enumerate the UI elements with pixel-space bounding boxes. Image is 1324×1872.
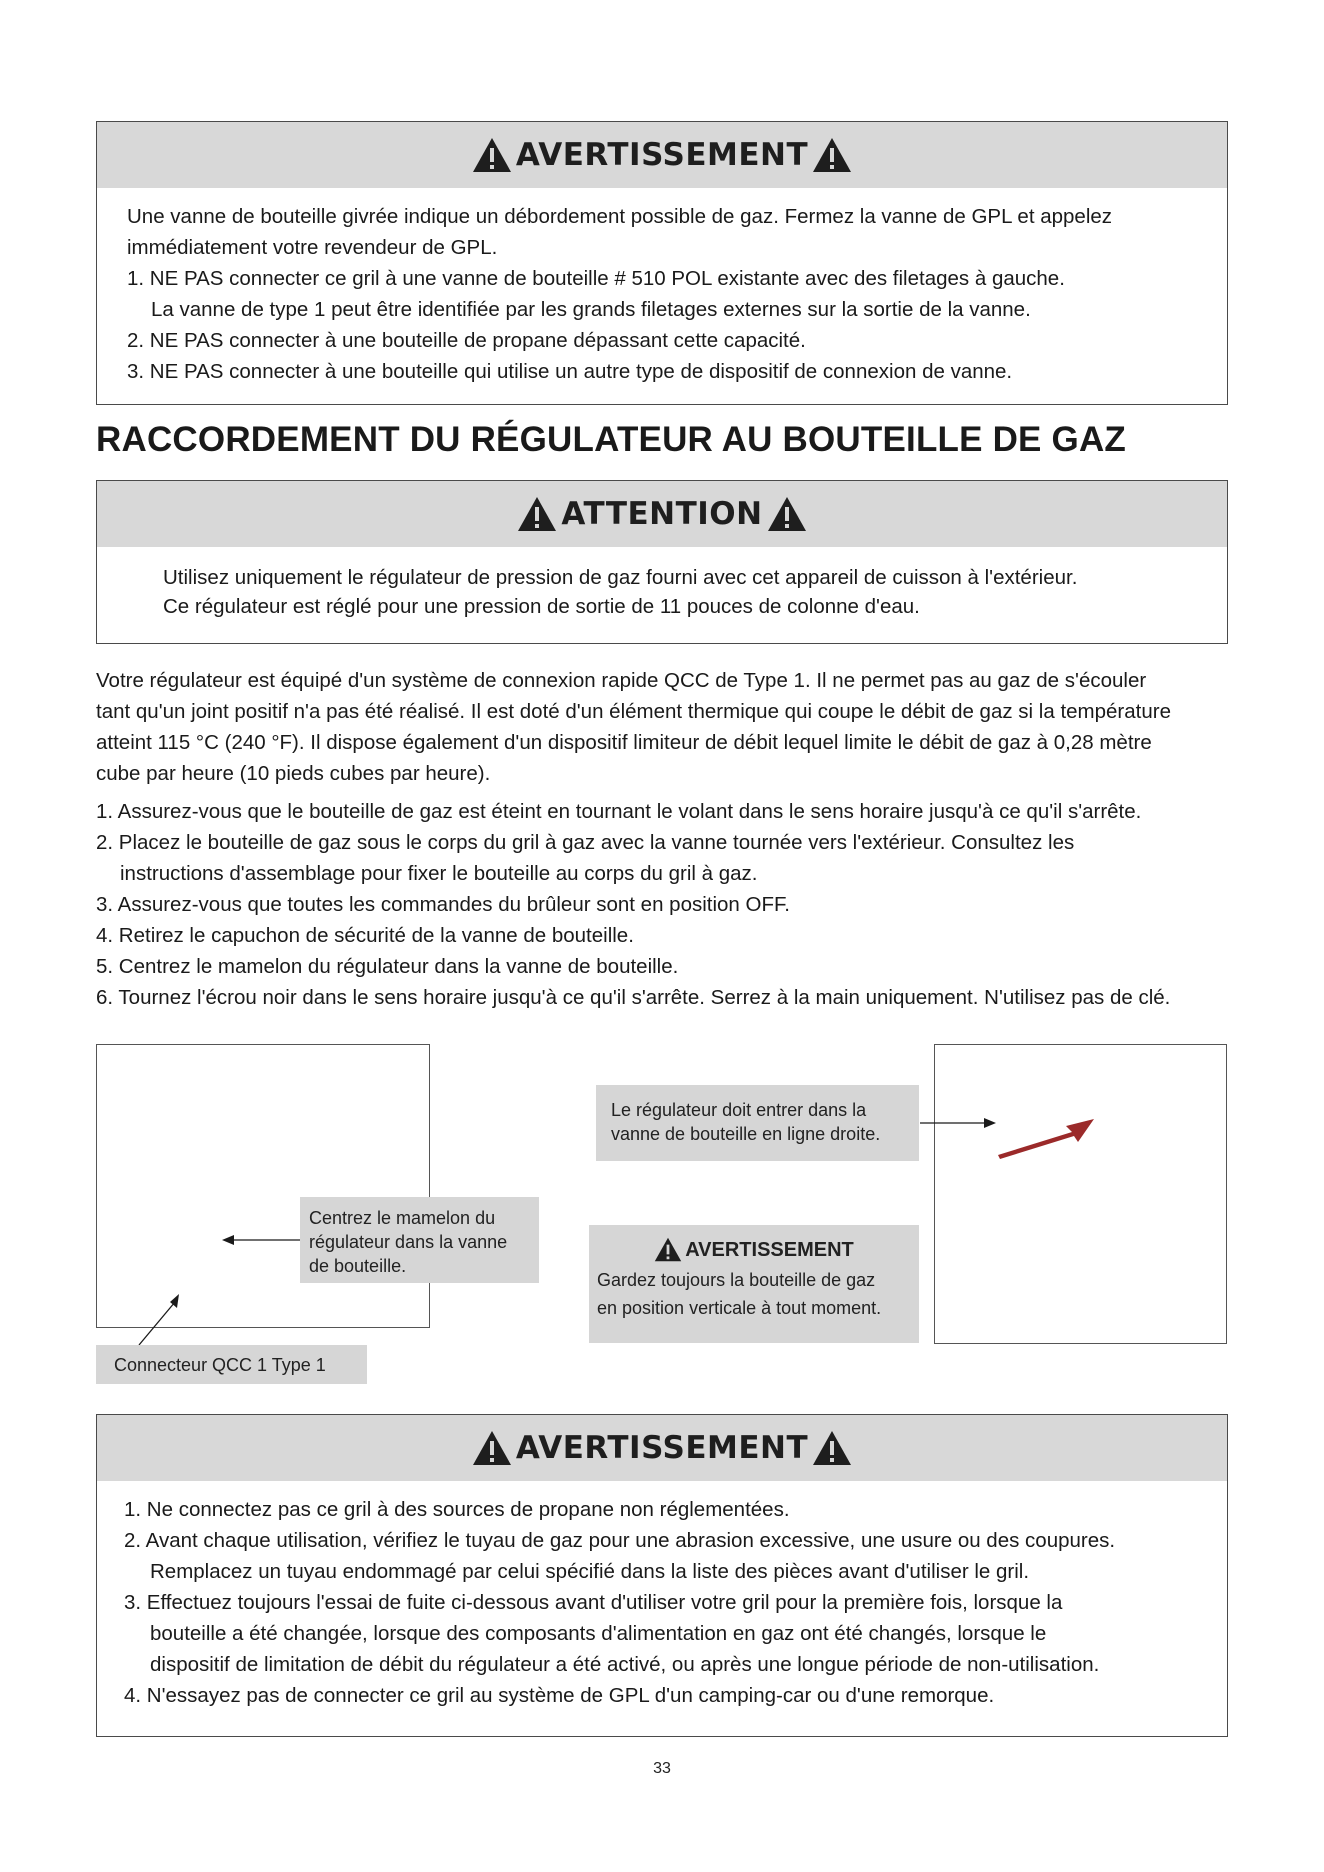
- warning-box-2-line: 2. Avant chaque utilisation, vérifiez le tuyau de gaz pour une abrasion excessive, une usure ou des coupures.: [124, 1529, 1116, 1552]
- warning-triangle-icon: [812, 1430, 852, 1466]
- callout-upright-header: [597, 1237, 911, 1262]
- step-item: 6. Tournez l'écrou noir dans le sens horaire jusqu'à ce qu'il s'arrête. Serrez à la main uniquement. N'utilisez pas de clé.: [96, 986, 1171, 1009]
- paragraph-line: cube par heure (10 pieds cubes par heure).: [96, 762, 491, 785]
- step-item: 1. Assurez-vous que le bouteille de gaz est éteint en tournant le volant dans le sens horaire jusqu'à ce qu'il s'arrête.: [96, 800, 1142, 823]
- callout-line: en position verticale à tout moment.: [597, 1298, 882, 1318]
- step-item: 4. Retirez le capuchon de sécurité de la vanne de bouteille.: [96, 924, 634, 947]
- step-item: instructions d'assemblage pour fixer le bouteille au corps du gril à gaz.: [120, 862, 758, 885]
- warning-box-1-line: La vanne de type 1 peut être identifiée par les grands filetages externes sur la sortie de la vanne.: [151, 298, 1031, 321]
- callout-upright-title: AVERTISSEMENT: [685, 1238, 854, 1261]
- attention-box-line: Utilisez uniquement le régulateur de pression de gaz fourni avec cet appareil de cuisson à l'extérieur.: [163, 566, 1078, 589]
- callout-line: vanne de bouteille en ligne droite.: [611, 1124, 881, 1144]
- callout-line: de bouteille.: [309, 1256, 407, 1276]
- callout-line: Le régulateur doit entrer dans la: [611, 1100, 867, 1120]
- center-nipple-arrowhead: [222, 1235, 234, 1245]
- callout-connector: [96, 1345, 367, 1384]
- warning-box-1-line: 2. NE PAS connecter à une bouteille de propane dépassant cette capacité.: [127, 329, 806, 352]
- warning-box-2-line: bouteille a été changée, lorsque des composants d'alimentation en gaz ont été changés, lorsque le: [150, 1622, 1047, 1645]
- warning-box-1-line: 1. NE PAS connecter ce gril à une vanne de bouteille # 510 POL existante avec des filetages à gauche.: [127, 267, 1065, 290]
- warning-box-2-body: [97, 1481, 1227, 1711]
- warning-triangle-icon: [654, 1237, 682, 1262]
- straight-arrowhead: [984, 1118, 996, 1128]
- warning-box-2-line: 3. Effectuez toujours l'essai de fuite ci-dessous avant d'utiliser votre gril pour la première fois, lorsque la: [124, 1591, 1063, 1614]
- callout-center-nipple: [300, 1197, 539, 1283]
- warning-triangle-icon: [472, 1430, 512, 1466]
- warning-box-2-line: 4. N'essayez pas de connecter ce gril au système de GPL d'un camping-car ou d'une remorque.: [124, 1684, 995, 1707]
- callout-straight-line: [596, 1085, 919, 1161]
- warning-box-2-line: dispositif de limitation de débit du régulateur a été activé, ou après une longue période de non-utilisation.: [150, 1653, 1100, 1676]
- warning-box-2-header: [97, 1415, 1227, 1481]
- callout-line: Gardez toujours la bouteille de gaz: [597, 1270, 876, 1290]
- attention-box-title: ATTENTION: [561, 496, 763, 532]
- warning-box-2: [96, 1414, 1228, 1737]
- callout-upright-warning: [589, 1225, 919, 1343]
- page-number: 33: [653, 1760, 671, 1777]
- paragraph-line: atteint 115 °C (240 °F). Il dispose également d'un dispositif limiteur de débit lequel limite le débit de gaz à 0,28 mètre: [96, 731, 1152, 754]
- warning-box-1-title: AVERTISSEMENT: [515, 137, 809, 173]
- step-item: 2. Placez le bouteille de gaz sous le corps du gril à gaz avec la vanne tournée vers l'extérieur. Consultez les: [96, 831, 1075, 854]
- paragraph-line: Votre régulateur est équipé d'un système de connexion rapide QCC de Type 1. Il ne permet pas au gaz de s'écouler: [96, 669, 1147, 692]
- attention-box-line: Ce régulateur est réglé pour une pression de sortie de 11 pouces de colonne d'eau.: [163, 595, 920, 618]
- step-item: 3. Assurez-vous que toutes les commandes du brûleur sont en position OFF.: [96, 893, 790, 916]
- warning-box-1-line: Une vanne de bouteille givrée indique un débordement possible de gaz. Fermez la vanne de GPL et appelez: [127, 205, 1113, 228]
- paragraph-line: tant qu'un joint positif n'a pas été réalisé. Il est doté d'un élément thermique qui coupe le débit de gaz si la température: [96, 700, 1171, 723]
- warning-box-2-line: Remplacez un tuyau endommagé par celui spécifié dans la liste des pièces avant d'utiliser le gril.: [150, 1560, 1030, 1583]
- callout-line: Connecteur QCC 1 Type 1: [114, 1355, 326, 1375]
- step-item: 5. Centrez le mamelon du régulateur dans la vanne de bouteille.: [96, 955, 679, 978]
- warning-box-2-line: 1. Ne connectez pas ce gril à des sources de propane non réglementées.: [124, 1498, 790, 1521]
- section-title: RACCORDEMENT DU RÉGULATEUR AU BOUTEILLE DE GAZ: [96, 420, 1127, 459]
- warning-box-2-title: AVERTISSEMENT: [515, 1430, 809, 1466]
- red-insert-arrow: [998, 1119, 1094, 1159]
- warning-box-1-line: immédiatement votre revendeur de GPL.: [127, 236, 498, 259]
- callout-line: Centrez le mamelon du: [309, 1208, 496, 1228]
- warning-box-1-line: 3. NE PAS connecter à une bouteille qui utilise un autre type de dispositif de connexion de vanne.: [127, 360, 1013, 383]
- callout-line: régulateur dans la vanne: [309, 1232, 508, 1252]
- connector-arrow: [139, 1302, 175, 1345]
